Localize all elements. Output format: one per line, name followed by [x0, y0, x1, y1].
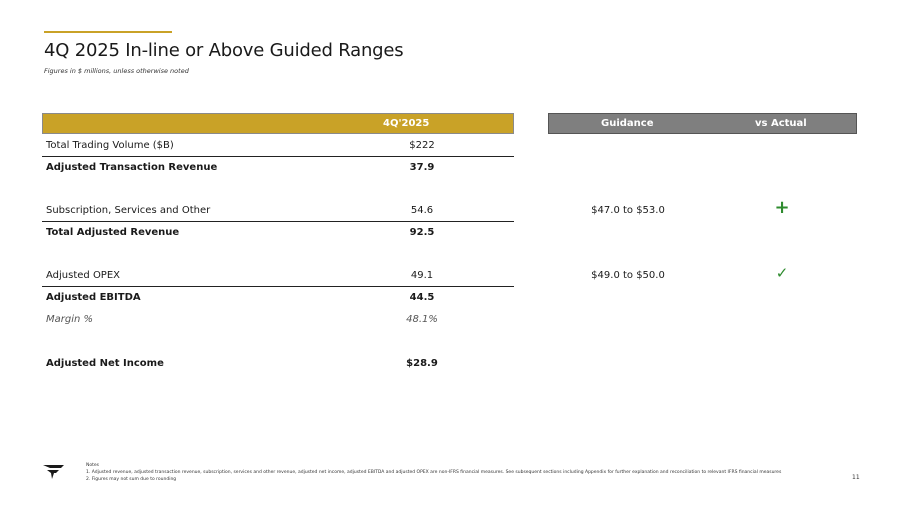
- table-header-4q: [42, 113, 514, 134]
- row-value: $222: [409, 140, 435, 151]
- row-label: Adjusted EBITDA: [46, 292, 141, 303]
- row-value: 48.1%: [406, 314, 438, 325]
- guidance-range: $49.0 to $50.0: [591, 270, 665, 281]
- col-header-guidance: Guidance: [601, 118, 654, 129]
- page-title: 4Q 2025 In-line or Above Guided Ranges: [44, 40, 404, 61]
- footnote-2: 2. Figures may not sum due to rounding: [86, 477, 177, 482]
- row-value: 37.9: [409, 162, 435, 173]
- company-logo: [42, 462, 66, 480]
- row-value: $28.9: [406, 358, 438, 369]
- check-icon: ✓: [775, 264, 789, 282]
- row-label: Subscription, Services and Other: [46, 205, 211, 216]
- guidance-range: $47.0 to $53.0: [591, 205, 665, 216]
- footnote-1: 1. Adjusted revenue, adjusted transaction revenue, subscription, services and other revenue, adjusted net income, adjusted EBITDA and adjusted OPEX are non-IFRS financial measures. See subsequent sections including Appendix for further explanation and reconciliation to relevant IFRS financial measures: [86, 470, 782, 475]
- table-row: [42, 265, 514, 287]
- notes-title: Notes: [86, 463, 99, 468]
- page-number: 11: [852, 474, 860, 481]
- row-label: Margin %: [46, 314, 94, 325]
- row-label: Adjusted OPEX: [46, 270, 121, 281]
- row-value: 54.6: [410, 205, 434, 216]
- row-value: 92.5: [409, 227, 435, 238]
- title-accent-bar: [44, 31, 172, 33]
- table-header-guidance: [548, 113, 857, 134]
- table-row: [42, 309, 514, 331]
- table-row: [42, 135, 514, 157]
- page-subtitle: Figures in $ millions, unless otherwise noted: [44, 67, 189, 75]
- row-label: Total Trading Volume ($B): [46, 140, 174, 151]
- table-row: [42, 157, 514, 179]
- col-header-4q2025: 4Q'2025: [383, 118, 430, 129]
- row-label: Adjusted Net Income: [46, 358, 164, 369]
- row-label: Adjusted Transaction Revenue: [46, 162, 218, 173]
- row-value: 49.1: [410, 270, 434, 281]
- table-row: [42, 200, 514, 222]
- col-header-vs-actual: vs Actual: [755, 118, 807, 129]
- table-row: [42, 353, 514, 375]
- table-row: [42, 287, 514, 309]
- row-value: 44.5: [409, 292, 435, 303]
- plus-icon: +: [774, 197, 790, 218]
- row-label: Total Adjusted Revenue: [46, 227, 180, 238]
- table-row: [42, 222, 514, 244]
- footnotes: [86, 462, 781, 483]
